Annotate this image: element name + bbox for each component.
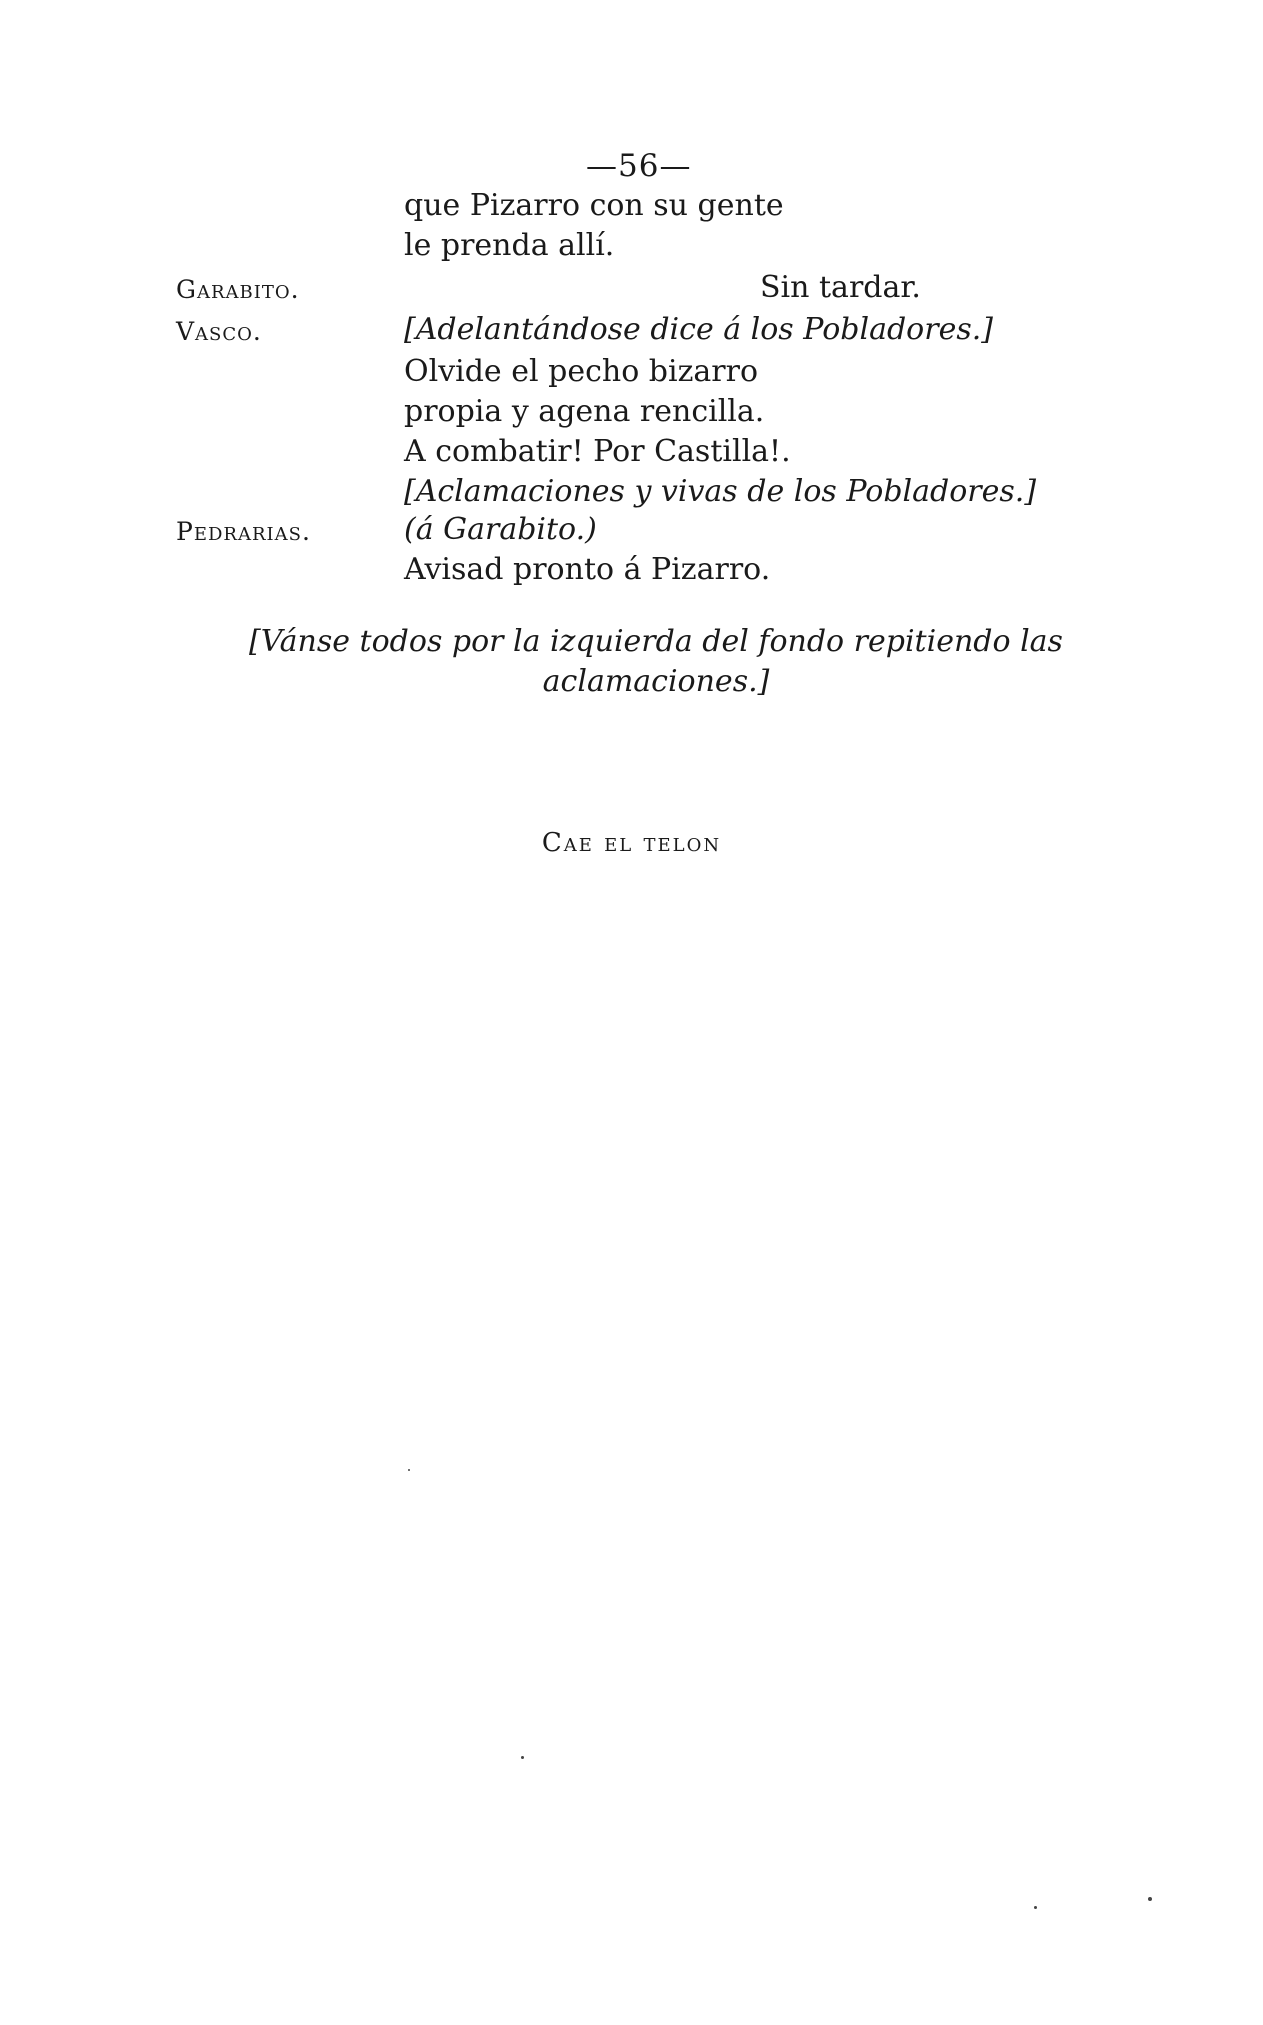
- paper-speck: [1034, 1906, 1037, 1909]
- stage-direction: [Adelantándose dice á los Pobladores.]: [404, 312, 993, 347]
- paper-speck: [408, 1469, 410, 1471]
- stage-direction: [Aclamaciones y vivas de los Pobladores.]: [404, 474, 1037, 509]
- stage-direction: (á Garabito.): [404, 512, 597, 547]
- paper-speck: [521, 1756, 524, 1759]
- page-number: —56—: [586, 148, 692, 184]
- verse-line: Olvide el pecho bizarro: [404, 354, 759, 389]
- verse-line: que Pizarro con su gente: [404, 188, 784, 223]
- paper-speck: [1148, 1897, 1152, 1901]
- verse-line: le prenda allí.: [404, 228, 615, 263]
- verse-line: A combatir! Por Castilla!.: [404, 434, 791, 469]
- speaker-vasco: Vasco.: [176, 317, 262, 346]
- final-stage-direction: [Vánse todos por la izquierda del fondo repitiendo las aclamaciones.]: [249, 624, 1063, 699]
- verse-line: Avisad pronto á Pizarro.: [404, 552, 771, 587]
- curtain-line: Cae el telon: [541, 828, 722, 858]
- verse-line: propia y agena rencilla.: [404, 394, 765, 429]
- speaker-garabito: Garabito.: [176, 275, 300, 304]
- speaker-pedrarias: Pedrarias.: [176, 517, 311, 546]
- verse-line: Sin tardar.: [760, 270, 921, 305]
